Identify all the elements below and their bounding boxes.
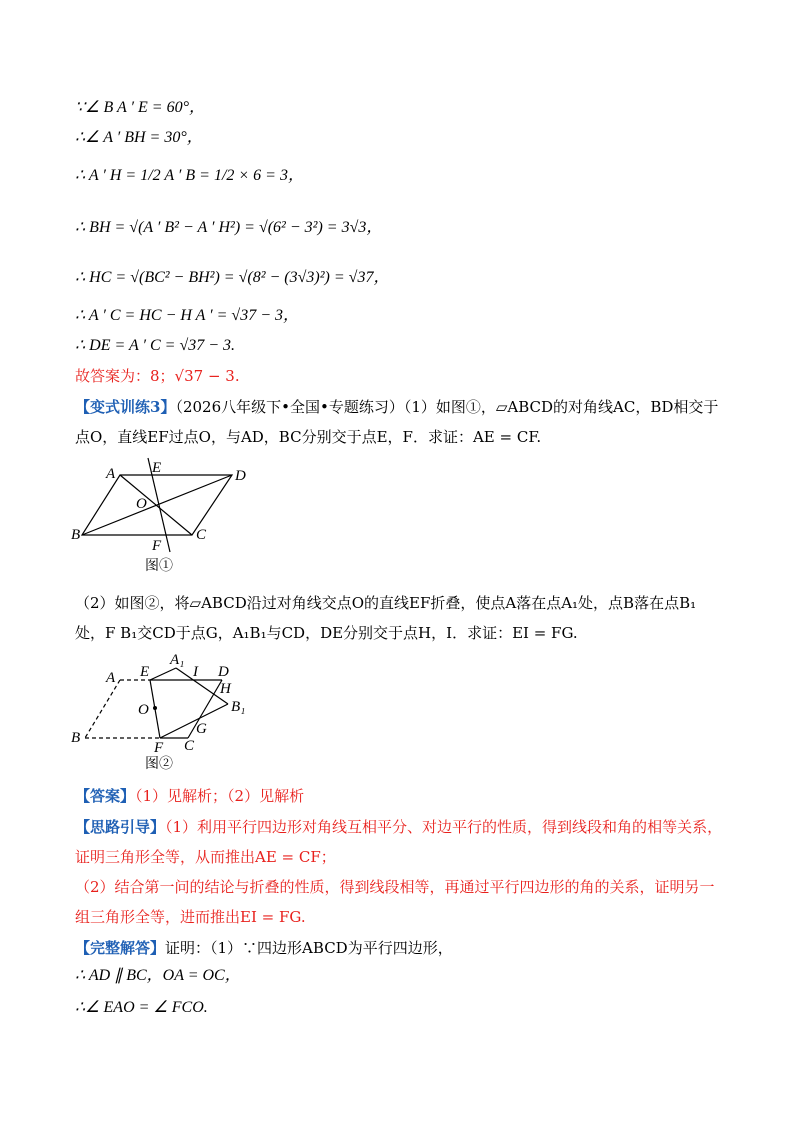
fig1-label-a: A: [106, 466, 116, 482]
fig2-label-i: I: [193, 664, 198, 680]
fig2-label-h: H: [220, 681, 231, 697]
fig1-label-f: F: [152, 538, 162, 554]
solution-line-3: ∴ A ′ H = 1/2 A ′ B = 1/2 × 6 = 3，: [75, 167, 304, 184]
fig2-label-e: E: [140, 664, 150, 680]
solution-line-5: ∴ HC = √(BC² − BH²) = √(8² − (3√3)²) = √37，: [75, 269, 390, 286]
solution-line-2: ∴∠ A ′ BH = 30°，: [75, 129, 203, 146]
fig2-label-b: B: [71, 730, 81, 746]
fig2-label-o: O: [138, 702, 149, 718]
problem-part1-text: （1）如图①，▱ABCD的对角线AC，BD相交于点O，直线EF过点O，与AD，BC分别交于点E，F．求证：AE = CF.: [75, 398, 719, 446]
fig1-label-b: B: [71, 527, 81, 543]
fig1-label-c: C: [196, 527, 207, 543]
solution-line-7: ∴ DE = A ′ C = √37 − 3.: [75, 337, 236, 354]
full-solution-text-1: 证明：（1）∵四边形ABCD为平行四边形，: [165, 939, 453, 957]
full-solution-tag: 【完整解答】: [75, 939, 166, 957]
guide-part1: [75, 812, 725, 872]
fig1-label-d: D: [235, 468, 246, 484]
full-solution-line-3: ∴∠ EAO = ∠ FCO.: [75, 999, 208, 1016]
solution-line-1: ∵∠ B A ′ E = 60°，: [75, 99, 205, 116]
fig2-point-o: [153, 706, 157, 710]
full-solution-line-1: [75, 938, 453, 958]
fig2-label-a: A: [106, 670, 116, 686]
problem-source: （2026八年级下•全国•专题练习）: [175, 398, 404, 416]
guide-part2: （2）结合第一问的结论与折叠的性质，得到线段相等，再通过平行四边形的角的关系，证明另一组三角形全等，进而推出EI = FG.: [75, 878, 715, 926]
solution-line-6: ∴ A ′ C = HC − H A ′ = √37 − 3，: [75, 307, 299, 324]
problem-tag: 【变式训练3】: [75, 398, 176, 416]
fig2-label-a1: A₁: [170, 652, 185, 668]
guide-text-1: （1）利用平行四边形对角线互相平分、对边平行的性质，得到线段和角的相等关系，证明三角形全等，从而推出AE = CF；: [75, 818, 723, 866]
answer-line: [75, 786, 304, 806]
figure-2-caption: 图②: [145, 756, 173, 772]
fig2-label-b1: B₁: [231, 699, 246, 715]
fig2-label-g: G: [196, 721, 207, 737]
solution-line-4: ∴ BH = √(A ′ B² − A ′ H²) = √(6² − 3²) = 3√3，: [75, 219, 383, 236]
fig2-label-f: F: [154, 740, 164, 756]
fig2-b1f: [160, 704, 228, 738]
fig2-label-d: D: [218, 664, 229, 680]
full-solution-line-2: ∴ AD ∥ BC，OA = OC，: [75, 967, 241, 984]
answer-tag: 【答案】: [75, 787, 136, 805]
fig2-ab-dashed: [85, 680, 120, 738]
answer-text: （1）见解析；（2）见解析: [135, 787, 305, 805]
problem-part2: （2）如图②，将▱ABCD沿过对角线交点O的直线EF折叠，使点A落在点A₁处，点B落在点B₁处，F B₁交CD于点G，A₁B₁与CD，DE分别交于点H，I．求证：EI = FG.: [75, 594, 697, 642]
previous-answer: 故答案为：8；√37 − 3.: [75, 367, 240, 385]
fig1-label-e: E: [152, 460, 162, 476]
fig2-label-c: C: [184, 738, 195, 754]
fig1-label-o: O: [136, 496, 147, 512]
figure-1-caption: 图①: [145, 558, 173, 574]
fig2-ea1: [150, 668, 176, 680]
guide-tag: 【思路引导】: [75, 818, 166, 836]
